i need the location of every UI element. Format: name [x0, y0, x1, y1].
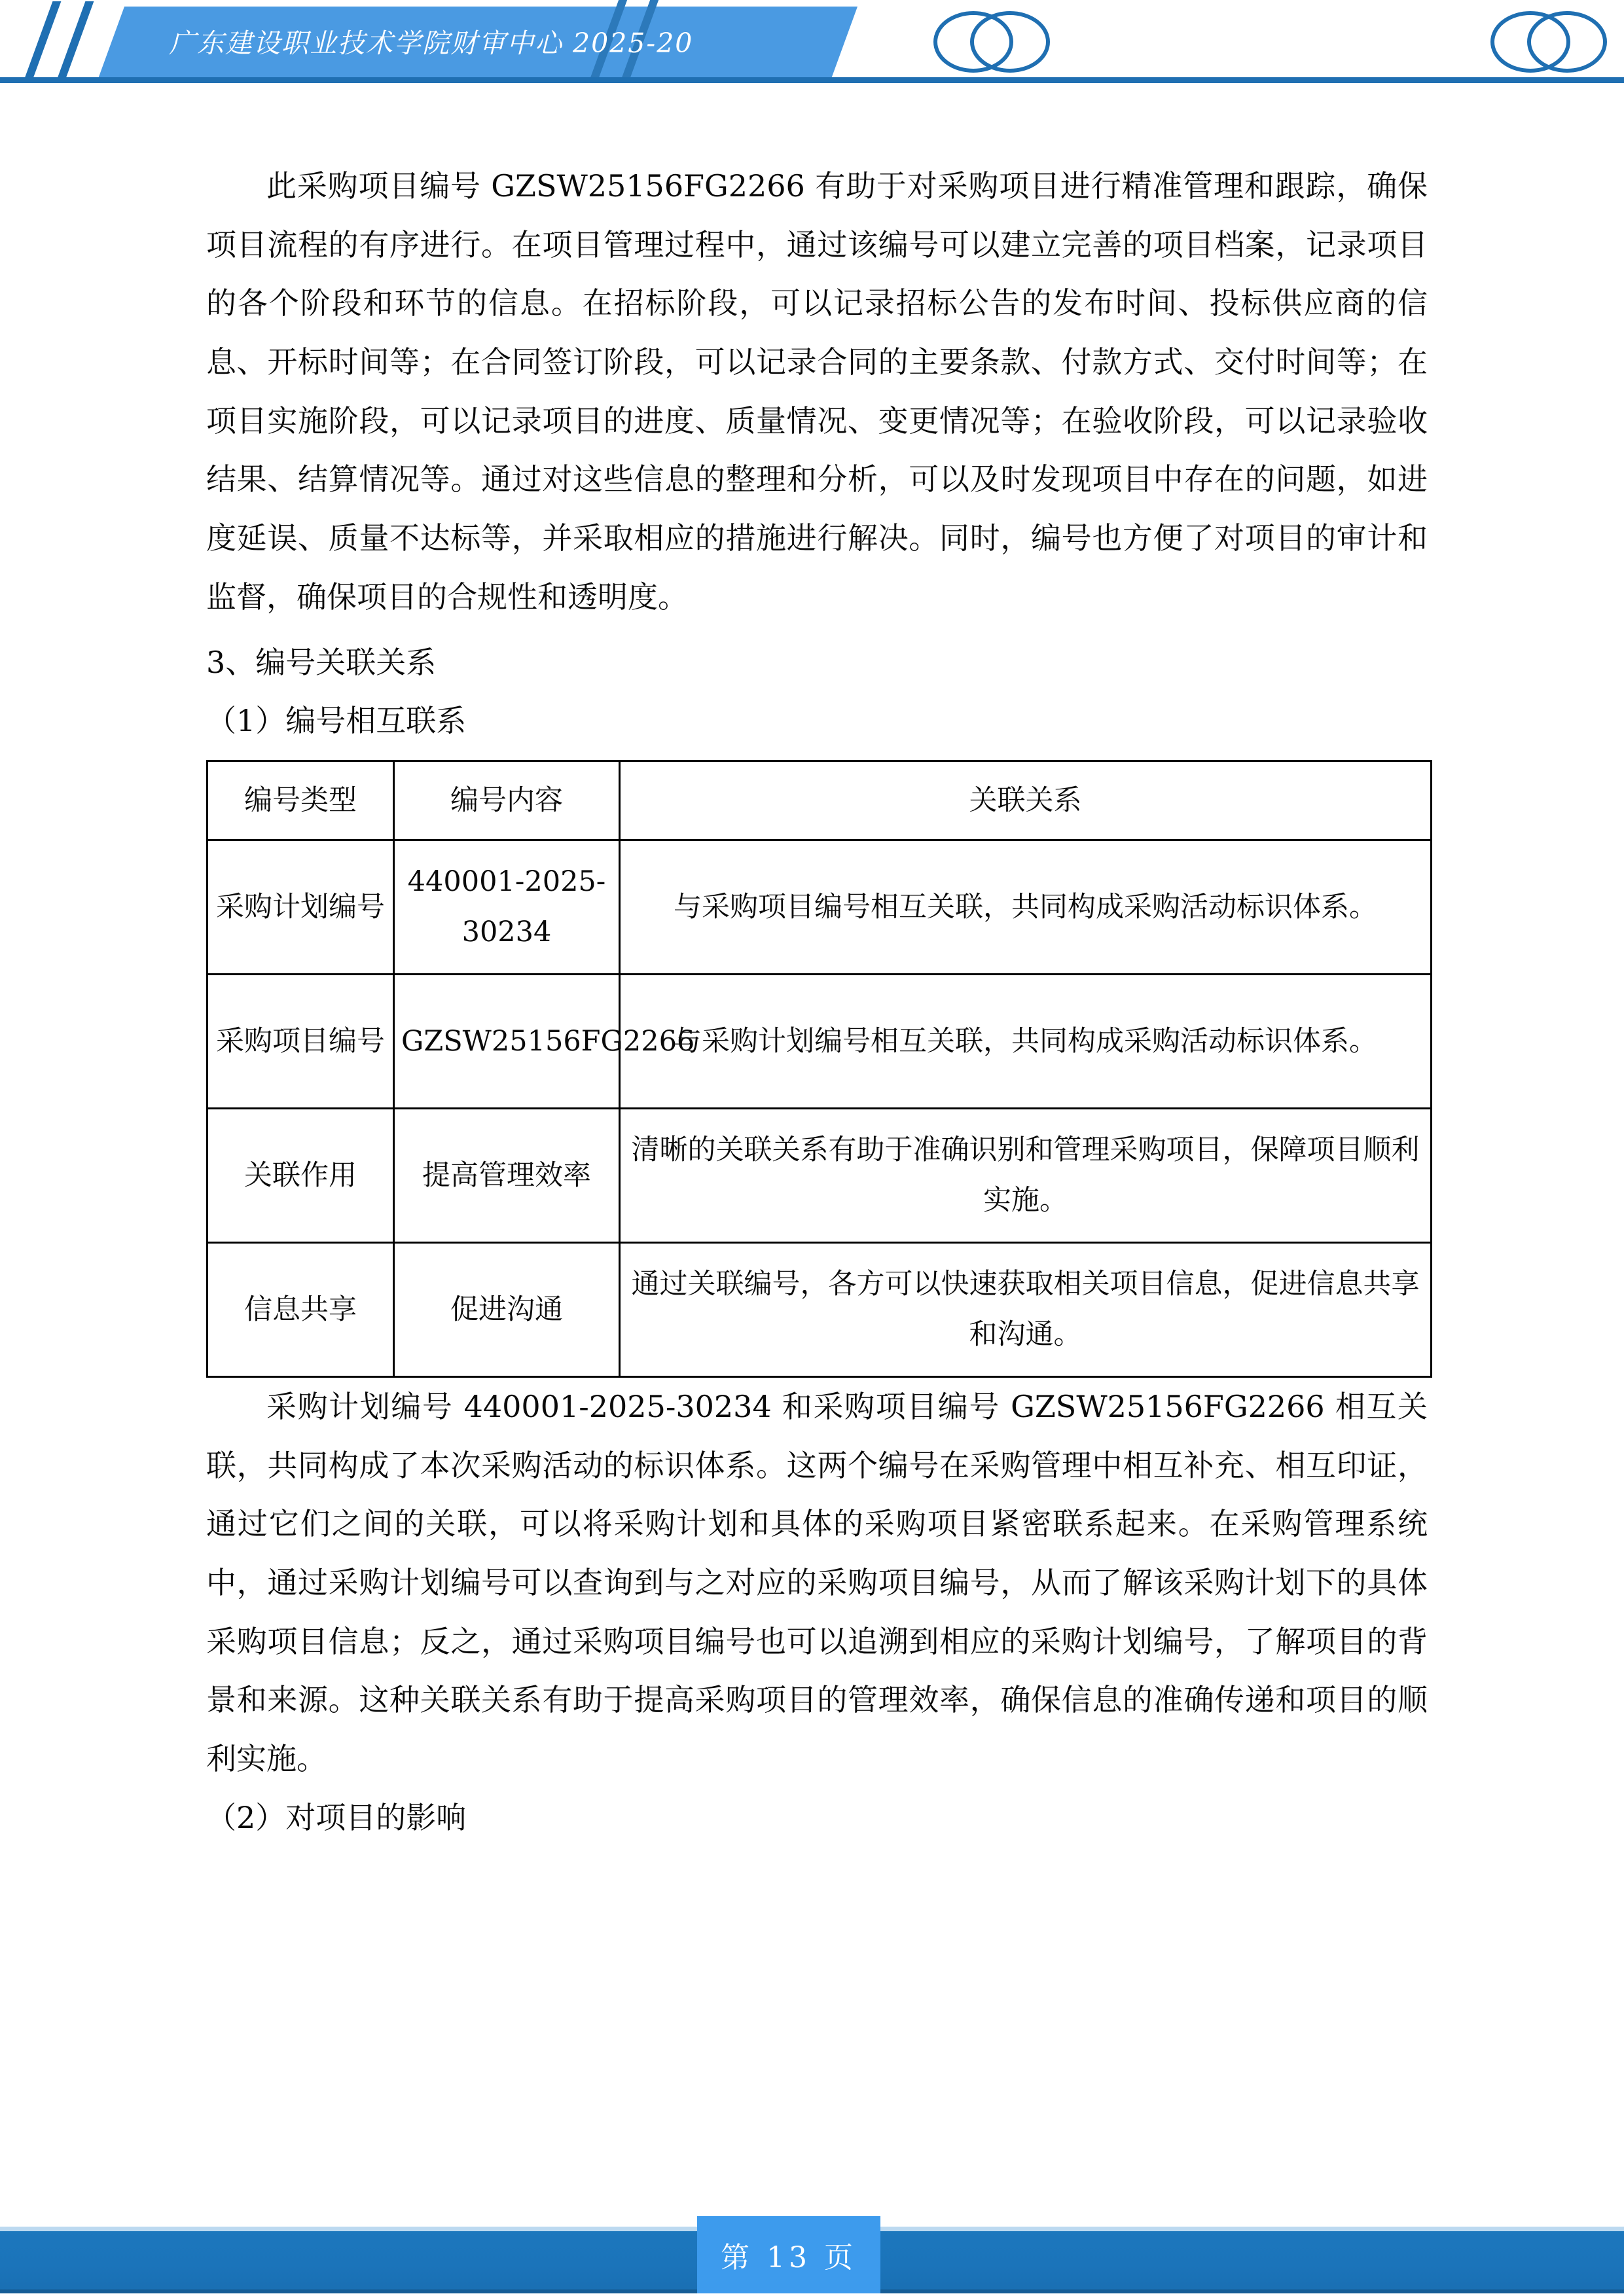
page-footer [0, 2212, 1624, 2296]
number-relation-table [206, 760, 1432, 1378]
header-title: 广东建设职业技术学院财审中心 2025-20 [169, 27, 694, 59]
table-header-row [208, 761, 1432, 840]
header-rule [0, 77, 1624, 83]
table-row [208, 840, 1432, 974]
cell-type: 信息共享 [208, 1242, 394, 1376]
header-stripe-left-2 [56, 1, 94, 81]
header-stripe-left-1 [24, 1, 61, 81]
content-top-spacer [0, 86, 1624, 157]
table-row [208, 1242, 1432, 1376]
column-header-type: 编号类型 [208, 761, 394, 840]
relation-table-wrapper [0, 751, 1624, 1378]
column-header-content: 编号内容 [394, 761, 620, 840]
subsection-heading-3-2: （2）对项目的影响 [206, 1799, 467, 1835]
cell-relation: 通过关联编号，各方可以快速获取相关项目信息，促进信息共享和沟通。 [620, 1242, 1432, 1376]
cell-relation: 清晰的关联关系有助于准确识别和管理采购项目，保障项目顺利实施。 [620, 1108, 1432, 1242]
paragraph-number-association: 采购计划编号 440001-2025-30234 和采购项目编号 GZSW25156FG2266 相互关联，共同构成了本次采购活动的标识体系。这两个编号在采购管理中相互补充、相互印证，通过它们之间的关联，可以将采购计划和具体的采购项目紧密联系起来。在采购管理系统中，通过采购计划编号可以查询到与之对应的采购项目编号，从而了解该采购计划下的具体采购项目信息；反之，通过采购项目编号也可以追溯到相应的采购计划编号，了解项目的背景和来源。这种关联关系有助于提高采购项目的管理效率，确保信息的准确传递和项目的顺利实施。 [206, 1388, 1428, 1776]
double-ellipse-icon [1490, 9, 1608, 75]
cell-number: 440001-2025-30234 [394, 840, 620, 974]
paragraph-project-number-benefits: 此采购项目编号 GZSW25156FG2266 有助于对采购项目进行精准管理和跟踪，确保项目流程的有序进行。在项目管理过程中，通过该编号可以建立完善的项目档案，记录项目的各个阶段和环节的信息。在招标阶段，可以记录招标公告的发布时间、投标供应商的信息、开标时间等；在合同签订阶段，可以记录合同的主要条款、付款方式、交付时间等；在项目实施阶段，可以记录项目的进度、质量情况、变更情况等；在验收阶段，可以记录验收结果、结算情况等。通过对这些信息的整理和分析，可以及时发现项目中存在的问题，如进度延误、质量不达标等，并采取相应的措施进行解决。同时，编号也方便了对项目的审计和监督，确保项目的合规性和透明度。 [206, 168, 1428, 615]
spacer [0, 627, 1624, 634]
cell-type: 采购计划编号 [208, 840, 394, 974]
table-row [208, 974, 1432, 1108]
column-header-relation: 关联关系 [620, 761, 1432, 840]
cell-relation: 与采购计划编号相互关联，共同构成采购活动标识体系。 [620, 974, 1432, 1108]
page-number-box [697, 2216, 880, 2293]
table-body [208, 840, 1432, 1376]
cell-number: GZSW25156FG2266 [394, 974, 620, 1108]
cell-relation: 与采购项目编号相互关联，共同构成采购活动标识体系。 [620, 840, 1432, 974]
table-row [208, 1108, 1432, 1242]
subsection-heading-3-1: （1）编号相互联系 [206, 703, 467, 739]
cell-type: 采购项目编号 [208, 974, 394, 1108]
double-ellipse-icon [933, 9, 1051, 75]
cell-number: 提高管理效率 [394, 1108, 620, 1242]
section-heading-3: 3、编号关联关系 [206, 644, 437, 680]
table-header [208, 761, 1432, 840]
cell-number: 促进沟通 [394, 1242, 620, 1376]
document-content [0, 86, 1624, 1847]
page-number-label: 第 13 页 [721, 2241, 857, 2274]
page-header [0, 0, 1624, 86]
cell-type: 关联作用 [208, 1108, 394, 1242]
